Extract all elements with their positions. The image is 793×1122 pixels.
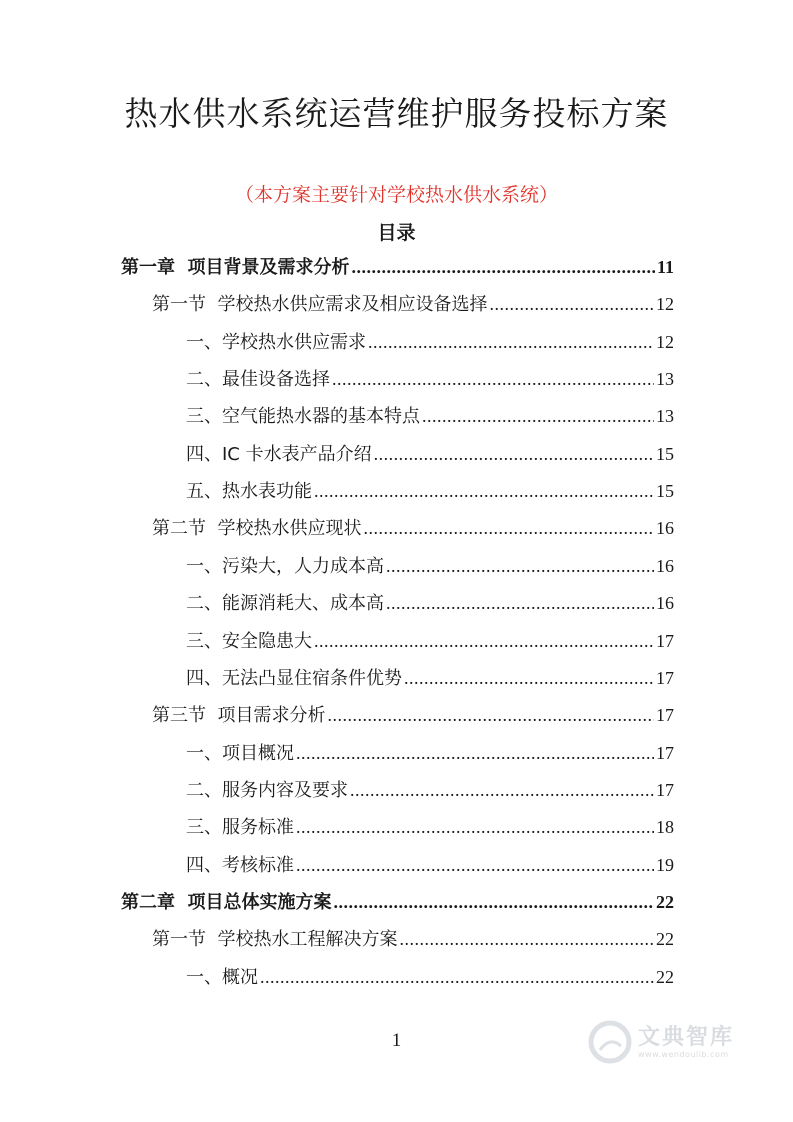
toc-item-entry[interactable] — [186, 551, 674, 581]
toc-item-entry[interactable] — [186, 364, 674, 394]
toc-entry-label: 三、空气能热水器的基本特点 — [186, 406, 420, 428]
toc-item-entry[interactable] — [186, 812, 674, 842]
toc-entry-page: 16 — [656, 518, 674, 539]
toc-entry-label: 二、能源消耗大、成本高 — [186, 593, 384, 615]
toc-entry-label: 二、最佳设备选择 — [186, 369, 330, 391]
toc-entry-page: 12 — [656, 331, 674, 352]
toc-entry-page: 17 — [656, 779, 674, 800]
toc-leader-dots — [296, 850, 654, 880]
toc-leader-dots — [368, 327, 654, 357]
toc-entry-page: 18 — [656, 817, 674, 838]
toc-leader-dots — [332, 364, 654, 394]
toc-section-entry[interactable] — [152, 289, 674, 319]
toc-entry-label: 第二节 学校热水供应现状 — [152, 518, 362, 540]
toc-entry-label: 四、无法凸显住宿条件优势 — [186, 667, 402, 689]
toc-entry-page: 17 — [656, 705, 674, 726]
document-subtitle: （本方案主要针对学校热水供水系统） — [234, 184, 558, 206]
toc-item-entry[interactable] — [186, 401, 674, 431]
toc-leader-dots — [296, 738, 654, 768]
toc-section-entry[interactable] — [152, 924, 674, 954]
toc-entry-page: 15 — [656, 481, 674, 502]
toc-entry-label: 第二章 项目总体实施方案 — [121, 891, 332, 913]
toc-item-entry[interactable] — [186, 962, 674, 992]
toc-leader-dots — [489, 289, 654, 319]
toc-chapter-entry[interactable] — [121, 887, 674, 917]
toc-entry-page: 13 — [656, 369, 674, 390]
toc-leader-dots — [374, 439, 654, 469]
toc-item-entry[interactable] — [186, 850, 674, 880]
toc-entry-page: 22 — [656, 966, 674, 987]
toc-item-entry[interactable] — [186, 663, 674, 693]
toc-entry-page: 16 — [656, 555, 674, 576]
toc-leader-dots — [399, 924, 654, 954]
toc-entry-label: 第一节 学校热水工程解决方案 — [152, 929, 398, 951]
toc-entry-label: 第一节 学校热水供应需求及相应设备选择 — [152, 294, 488, 316]
toc-entry-label: 第一章 项目背景及需求分析 — [121, 257, 350, 278]
toc-section-entry[interactable] — [152, 513, 674, 543]
toc-entry-label: 三、安全隐患大 — [186, 630, 312, 652]
watermark-title: 文典智库 — [638, 1024, 735, 1050]
toc-entry-label: 第三节 项目需求分析 — [152, 705, 326, 727]
toc-chapter-entry[interactable] — [121, 252, 674, 282]
watermark — [588, 1018, 758, 1066]
toc-entry-label: 四、考核标准 — [186, 854, 294, 876]
toc-entry-label: 二、服务内容及要求 — [186, 779, 348, 801]
toc-item-entry[interactable] — [186, 775, 674, 805]
toc-entry-label: 四、IC 卡水表产品介绍 — [186, 443, 372, 465]
toc-item-entry[interactable] — [186, 476, 674, 506]
toc-entry-label: 三、服务标准 — [186, 817, 294, 839]
toc-entry-label: 一、概况 — [186, 966, 258, 988]
toc-entry-page: 16 — [656, 593, 674, 614]
watermark-url: www.wendoulib.com — [638, 1049, 729, 1059]
document-title: 热水供水系统运营维护服务投标方案 — [124, 94, 669, 133]
toc-entry-page: 12 — [656, 294, 674, 315]
toc-entry-label: 一、污染大，人力成本高 — [186, 555, 384, 577]
toc-leader-dots — [314, 626, 654, 656]
toc-entry-page: 11 — [656, 257, 674, 277]
toc-entry-page: 19 — [656, 854, 674, 875]
toc-leader-dots — [386, 588, 654, 618]
toc-leader-dots — [404, 663, 654, 693]
page-number: 1 — [391, 1030, 402, 1051]
toc-heading: 目录 — [377, 222, 416, 244]
toc-entry-page: 22 — [656, 929, 674, 950]
toc-item-entry[interactable] — [186, 588, 674, 618]
toc-item-entry[interactable] — [186, 738, 674, 768]
toc-item-entry[interactable] — [186, 439, 674, 469]
toc-entry-page: 17 — [656, 742, 674, 763]
toc-leader-dots — [334, 887, 654, 917]
toc-entry-label: 一、学校热水供应需求 — [186, 331, 366, 353]
toc-leader-dots — [386, 551, 654, 581]
toc-entry-page: 17 — [656, 667, 674, 688]
toc-leader-dots — [314, 476, 654, 506]
toc-leader-dots — [296, 812, 654, 842]
toc-leader-dots — [260, 962, 654, 992]
toc-leader-dots — [327, 700, 654, 730]
toc-leader-dots — [422, 401, 654, 431]
toc-leader-dots — [352, 252, 655, 282]
toc-entry-label: 五、热水表功能 — [186, 481, 312, 503]
toc-entry-label: 一、项目概况 — [186, 742, 294, 764]
toc-leader-dots — [350, 775, 654, 805]
toc-leader-dots — [363, 513, 654, 543]
wendou-logo-icon — [588, 1020, 632, 1064]
toc-entry-page: 17 — [656, 630, 674, 651]
toc-item-entry[interactable] — [186, 327, 674, 357]
toc-entry-page: 15 — [656, 443, 674, 464]
toc-item-entry[interactable] — [186, 626, 674, 656]
toc-entry-page: 13 — [656, 406, 674, 427]
toc-entry-page: 22 — [656, 891, 674, 912]
toc-section-entry[interactable] — [152, 700, 674, 730]
